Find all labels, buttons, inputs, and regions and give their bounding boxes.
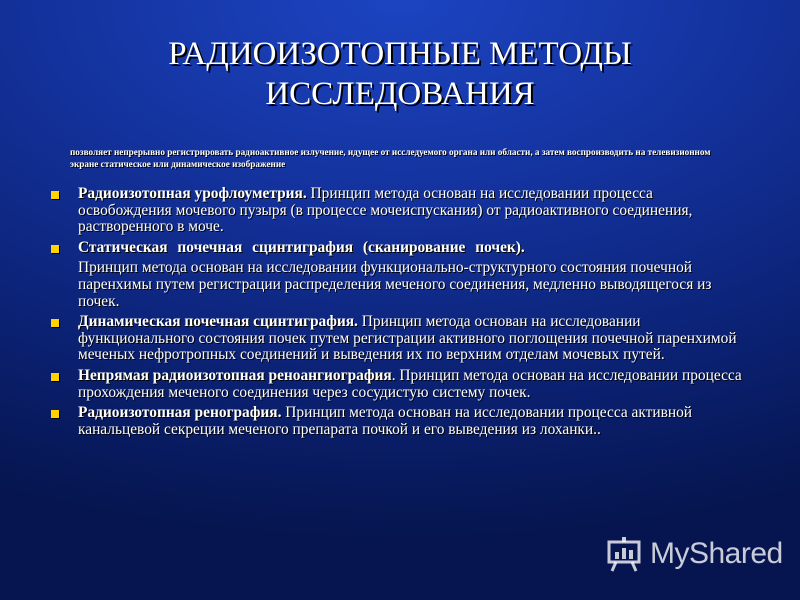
bullet-item [50, 405, 750, 438]
presentation-board-icon [606, 535, 644, 573]
bullet-text: Принцип метода основан на исследовании процесса активной канальцевой секреции меченого препарата почкой и его выведения из лоханки.. [78, 404, 693, 438]
bullet-text: Принцип метода основан на исследовании процесса освобождения мочевого пузыря (в процессе мочеиспускания) от радиоактивного соединения, растворенного в моче. [78, 185, 693, 236]
bullet-item [50, 314, 750, 364]
bullet-item [50, 240, 750, 257]
bullet-item [50, 368, 750, 401]
slide-title-line-1: РАДИОИЗОТОПНЫЕ МЕТОДЫ [168, 36, 632, 72]
square-bullet-icon [51, 410, 59, 418]
watermark-text: MyShared [650, 537, 783, 570]
watermark [606, 532, 783, 576]
bullet-lead: Непрямая радиоизотопная реноангиография [78, 366, 392, 384]
bullet-lead: Радиоизотопная ренография. [78, 404, 282, 422]
slide-title [40, 34, 760, 114]
square-bullet-icon [51, 373, 59, 381]
slide-title-line-2: ИССЛЕДОВАНИЯ [265, 76, 535, 112]
intro-text: позволяет непрерывно регистрировать радиоактивное излучение, идущее от исследуемого органа или области, а затем воспроизводить на телевизионном экране статическое или динамическое изображение [70, 147, 711, 169]
bullet-item [50, 186, 750, 236]
bullet-continuation-text: Принцип метода основан на исследовании функционально-структурного состояния почечной паренхимы путем регистрации распределения меченого соединения, медленно выводящегося из почек. [78, 259, 712, 310]
square-bullet-icon [51, 245, 59, 253]
bullet-text: Принцип метода основан на исследовании функционального состояния почек путем регистрации активного поглощения почечной паренхимой меченых нефротропных соединений и выведения их по верхним отделам мочевых путей. [78, 313, 737, 364]
bullet-text: . Принцип метода основан на исследовании процесса прохождения меченого соединения через сосудистую систему почек. [78, 366, 742, 401]
bullet-continuation [50, 260, 750, 310]
bullet-lead: Радиоизотопная урофлоуметрия. [78, 185, 307, 202]
square-bullet-icon [51, 191, 59, 199]
bullet-list [50, 186, 750, 442]
square-bullet-icon [51, 319, 59, 327]
bullet-lead: Статическая почечная сцинтиграфия (сканирование почек). [78, 238, 525, 256]
bullet-lead: Динамическая почечная сцинтиграфия. [78, 313, 358, 331]
